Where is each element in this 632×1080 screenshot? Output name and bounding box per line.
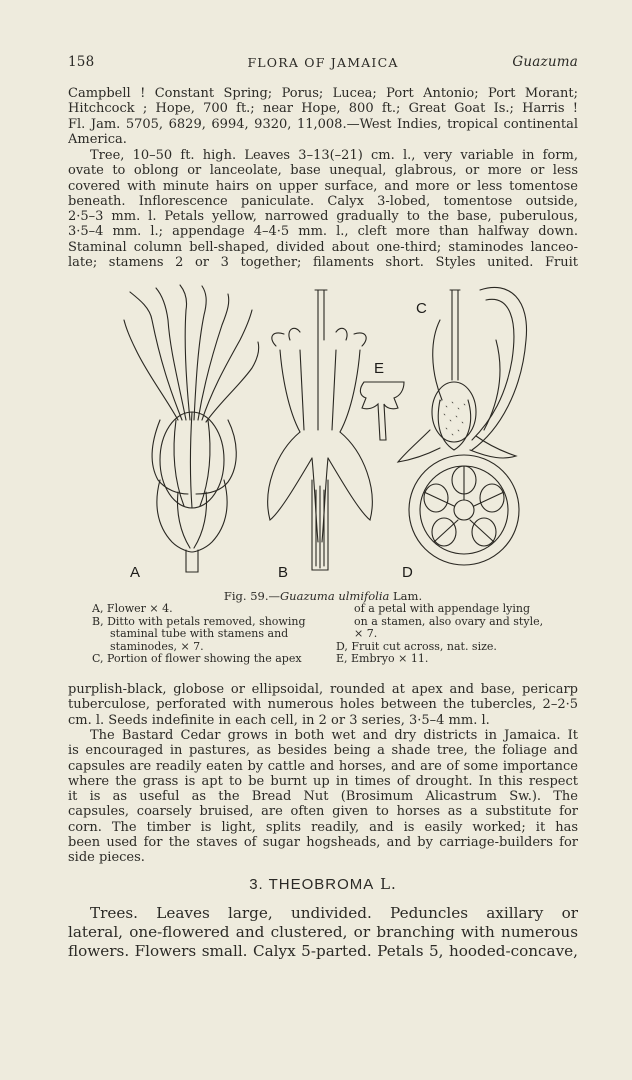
fruit-section-d-drawing — [409, 455, 519, 565]
caption-species: Guazuma ulmifolia — [280, 589, 390, 603]
caption-suffix: Lam. — [389, 589, 423, 603]
legend-line: staminodes, × 7. — [110, 640, 204, 653]
text-line: purplish-black, globose or ellipsoidal, rounded at apex and base, pericarp — [68, 682, 578, 697]
page-header — [68, 54, 578, 74]
panel-letter-d: D — [402, 564, 413, 581]
legend-line: E, Embryo × 11. — [336, 653, 429, 665]
caption-prefix: Fig. 59.— — [223, 589, 280, 603]
figure-legend-left — [92, 603, 317, 666]
text-line: been used for the staves of sugar hogsheads, and by carriage-builders for — [68, 835, 578, 851]
legend-line: D, Fruit cut across, nat. size. — [336, 640, 497, 653]
panel-letter-a: A — [130, 564, 141, 581]
fruit-description-paragraph — [68, 682, 578, 728]
text-line: flowers. Flowers small. Calyx 5-parted. Petals 5, hooded-concave, — [68, 942, 578, 960]
text-line: America. — [68, 131, 127, 147]
text-line: side pieces. — [68, 850, 145, 866]
text-line: capsules, coarsely bruised, are often given to horses as a substitute for — [68, 804, 578, 820]
embryo-e-drawing — [360, 382, 404, 440]
text-line: corn. The timber is light, splits readily, and is easily worked; it has — [68, 819, 578, 835]
section-heading — [68, 875, 578, 893]
ovary-stippling — [440, 400, 465, 435]
text-line: where the grass is apt to be burnt up in times of drought. In this respect — [68, 773, 578, 789]
text-line: is encouraged in pastures, as besides being a shade tree, the foliage and — [68, 743, 578, 759]
description-paragraph — [68, 148, 578, 270]
legend-line: of a petal with appendage lying — [354, 603, 530, 615]
text-line: The Bastard Cedar grows in both wet and dry districts in Jamaica. It — [90, 728, 578, 743]
text-line: capsules are readily eaten by cattle and horses, and are of some importance — [68, 758, 578, 774]
section-name: 3. THEOBROMA — [249, 876, 375, 893]
bastard-cedar-paragraph — [68, 728, 578, 866]
text-line: 2·5–3 mm. l. Petals yellow, narrowed gradually to the base, puberulous, — [68, 209, 578, 225]
text-line: Hitchcock ; Hope, 700 ft.; near Hope, 800 ft.; Great Goat Is.; Harris ! — [68, 101, 578, 117]
legend-line: × 7. — [354, 628, 378, 640]
figure-caption — [68, 589, 578, 603]
specimen-localities-paragraph — [68, 86, 578, 147]
panel-letter-c: C — [416, 300, 427, 317]
text-line: Staminal column bell-shaped, divided about one-third; staminodes lanceo- — [68, 239, 578, 255]
text-line: Trees. Leaves large, undivided. Peduncles axillary or — [90, 904, 578, 922]
legend-line: A, Flower × 4. — [92, 603, 173, 615]
panel-letter-b: B — [278, 564, 289, 581]
running-title: FLORA OF JAMAICA — [247, 55, 399, 70]
text-line: 3·5–4 mm. l.; appendage 4–4·5 mm. l., cleft more than halfway down. — [68, 224, 578, 240]
figure-legend-right — [336, 603, 564, 666]
text-line: beneath. Inflorescence paniculate. Calyx 3-lobed, tomentose outside, — [68, 193, 578, 209]
legend-line: B, Ditto with petals removed, showing — [92, 615, 306, 628]
text-line: ovate to oblong or lanceolate, base unequal, glabrous, or more or less — [68, 163, 578, 179]
illustration-drawing — [100, 280, 570, 585]
legend-line: C, Portion of flower showing the apex — [92, 653, 302, 665]
genus-heading: Guazuma — [512, 54, 578, 70]
text-line: late; stamens 2 or 3 together; filaments short. Styles united. Fruit — [68, 255, 578, 271]
section-author: L. — [374, 875, 397, 893]
text-line: covered with minute hairs on upper surface, and more or less tomentose — [68, 178, 578, 194]
legend-line: on a stamen, also ovary and style, — [354, 615, 544, 628]
text-line: cm. l. Seeds indefinite in each cell, in 2 or 3 series, 3·5–4 mm. l. — [68, 712, 490, 728]
theobroma-paragraph — [68, 904, 578, 961]
page-number: 158 — [68, 54, 95, 70]
text-line: tuberculose, perforated with numerous holes between the tubercles, 2–2·5 — [68, 697, 578, 713]
text-line: Campbell ! Constant Spring; Porus; Lucea; Port Antonio; Port Morant; — [68, 86, 578, 101]
text-line: lateral, one-flowered and clustered, or branching with numerous — [68, 923, 578, 941]
flower-b-drawing — [268, 290, 373, 570]
panel-letter-e: E — [374, 360, 385, 377]
flower-a-drawing — [124, 285, 259, 572]
text-line: Tree, 10–50 ft. high. Leaves 3–13(–21) cm. l., very variable in form, — [90, 148, 578, 163]
text-line: Fl. Jam. 5705, 6829, 6994, 9320, 11,008.—West Indies, tropical continental — [68, 116, 578, 132]
botanical-illustration — [100, 280, 570, 585]
legend-line: staminal tube with stamens and — [110, 628, 289, 640]
text-line: it is as useful as the Bread Nut (Brosimum Alicastrum Sw.). The — [68, 789, 578, 805]
